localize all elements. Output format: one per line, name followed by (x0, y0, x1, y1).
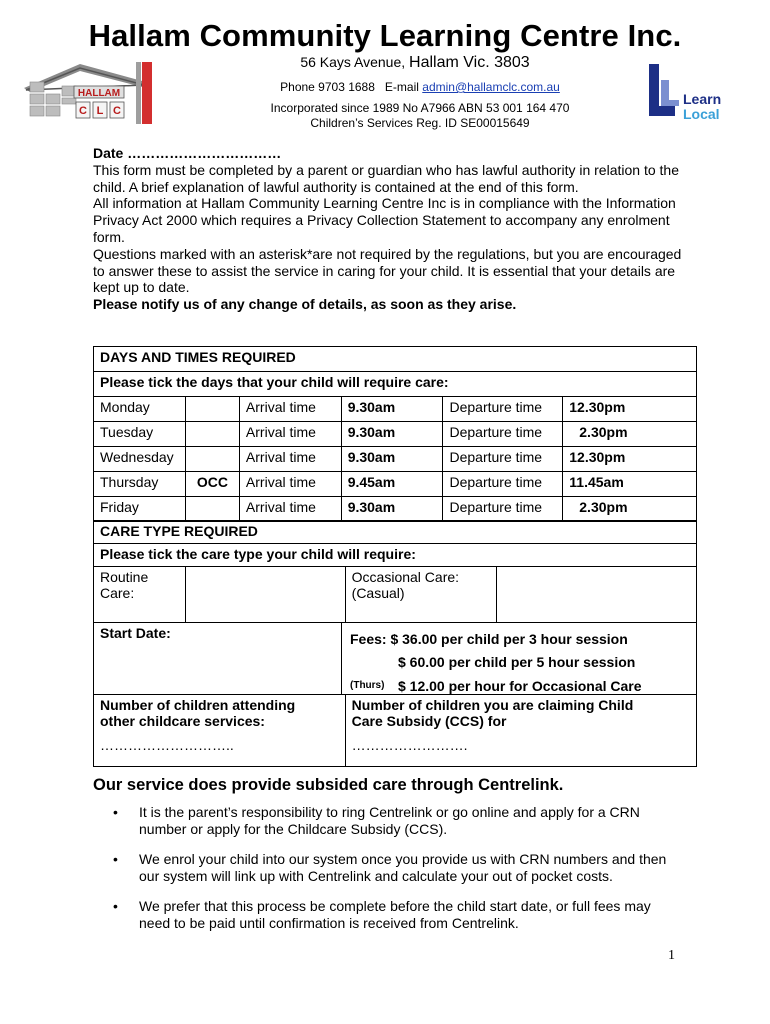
table-row (94, 422, 697, 447)
logo-letter-c1: C (79, 105, 87, 117)
address-street: 56 Kays Avenue, (300, 54, 410, 70)
registration-line: Children’s Services Reg. ID SE00015649 (310, 116, 530, 130)
address-line (250, 54, 580, 72)
occasional-care-label: Occasional Care: (Casual) (345, 567, 497, 623)
arrival-time: 9.30am (341, 422, 443, 447)
departure-time: 11.45am (563, 472, 697, 497)
phone-text: Phone 9703 1688 (280, 80, 375, 94)
arrival-label: Arrival time (239, 447, 341, 472)
day-name: Friday (94, 497, 186, 522)
day-name: Wednesday (94, 447, 186, 472)
days-times-table (93, 346, 697, 522)
intro-paragraph-4: Please notify us of any change of details, as soon as they arise. (93, 296, 517, 313)
day-tick-box[interactable] (185, 422, 239, 447)
occasional-care-tick-box[interactable] (497, 567, 697, 623)
table-row (94, 447, 697, 472)
intro-paragraph-2: All information at Hallam Community Learning Centre Inc is in compliance with the Information Privacy Act 2000 which requires a Privacy Collection Statement to accompany any enrolment form. (93, 195, 676, 245)
departure-time: 12.30pm (563, 447, 697, 472)
arrival-time: 9.30am (341, 447, 443, 472)
arrival-time: 9.30am (341, 497, 443, 522)
departure-label: Departure time (443, 472, 563, 497)
departure-time: 12.30pm (563, 397, 697, 422)
arrival-time: 9.45am (341, 472, 443, 497)
hallam-clc-logo (16, 58, 156, 126)
arrival-label: Arrival time (239, 422, 341, 447)
routine-care-label: Routine Care: (94, 567, 186, 623)
intro-paragraph-3: Questions marked with an asterisk*are not required by the regulations, but you are encouraged to answer these to assist the service in caring for your child. It is essential that your details are kept up to date. (93, 245, 682, 296)
logo-letter-c2: C (113, 105, 121, 117)
day-tick-box[interactable]: OCC (185, 472, 239, 497)
fee-thurs-prefix: (Thurs) (350, 680, 385, 691)
logo-hallam-text: HALLAM (77, 88, 121, 99)
days-instruction: Please tick the days that your child will require care: (94, 372, 697, 397)
departure-label: Departure time (443, 447, 563, 472)
contact-line (250, 80, 590, 94)
arrival-label: Arrival time (239, 397, 341, 422)
logo-learn-text: Learn (683, 91, 722, 107)
departure-time: 2.30pm (563, 422, 697, 447)
arrival-time: 9.30am (341, 397, 443, 422)
day-name: Monday (94, 397, 186, 422)
day-name: Thursday (94, 472, 186, 497)
routine-care-tick-box[interactable] (185, 567, 345, 623)
day-tick-box[interactable] (185, 447, 239, 472)
fee-line-5-hour: $ 60.00 per child per 5 hour session (398, 654, 636, 670)
children-other-services-field[interactable]: Number of children attending other childcare services: ……………………….. (94, 695, 346, 767)
day-tick-box[interactable] (185, 397, 239, 422)
logo-letter-l: L (96, 105, 104, 117)
table-row (94, 497, 697, 522)
list-item: • We enrol your child into our system once you provide us with CRN numbers and then our system will link up with Centrelink and calculate your out of pocket costs. (113, 851, 667, 884)
service-heading: Our service does provide subsided care through Centrelink. (93, 776, 564, 794)
intro-paragraph-1: This form must be completed by a parent or guardian who has lawful authority in relation to the child. A brief explanation of lawful authority is contained at the end of this form. (93, 161, 679, 195)
incorporation-line: Incorporated since 1989 No A7966 ABN 53 001 164 470 (270, 101, 570, 115)
email-label: E-mail (384, 80, 423, 94)
learn-local-logo (645, 60, 745, 124)
bullet-icon: • (113, 804, 118, 820)
service-bullet-list (113, 804, 683, 945)
page-title: Hallam Community Learning Centre Inc. (88, 18, 682, 53)
departure-label: Departure time (443, 497, 563, 522)
days-heading: DAYS AND TIMES REQUIRED (94, 347, 697, 372)
care-instruction: Please tick the care type your child will require: (94, 544, 697, 567)
start-date-field[interactable]: Start Date: (94, 623, 342, 695)
day-name: Tuesday (94, 422, 186, 447)
table-row (94, 472, 697, 497)
departure-time: 2.30pm (563, 497, 697, 522)
date-field-label: Date …………………………… (93, 145, 282, 161)
fee-line-occasional: $ 12.00 per hour for Occasional Care (398, 678, 642, 694)
table-row (94, 397, 697, 422)
ccs-children-field[interactable]: Number of children you are claiming Child Care Subsidy (CCS) for ……………………. (345, 695, 696, 767)
care-heading: CARE TYPE REQUIRED (94, 521, 697, 544)
departure-label: Departure time (443, 397, 563, 422)
email-link[interactable]: admin@hallamclc.com.au (422, 80, 560, 94)
list-item: • We prefer that this process be complete before the child start date, or full fees may need to be paid until confirmation is received from Centrelink. (113, 898, 651, 931)
arrival-label: Arrival time (239, 497, 341, 522)
address-suburb: Hallam Vic. 3803 (409, 54, 530, 71)
fee-line-3-hour: Fees: $ 36.00 per child per 3 hour session (350, 631, 628, 647)
page-number: 1 (668, 948, 675, 963)
arrival-label: Arrival time (239, 472, 341, 497)
logo-local-text: Local (683, 106, 720, 122)
list-item: • It is the parent’s responsibility to ring Centrelink or go online and apply for a CRN number or apply for the Childcare Subsidy (CCS). (113, 804, 640, 837)
bullet-icon: • (113, 851, 118, 867)
day-tick-box[interactable] (185, 497, 239, 522)
departure-label: Departure time (443, 422, 563, 447)
intro-section (93, 145, 683, 313)
bullet-icon: • (113, 898, 118, 914)
